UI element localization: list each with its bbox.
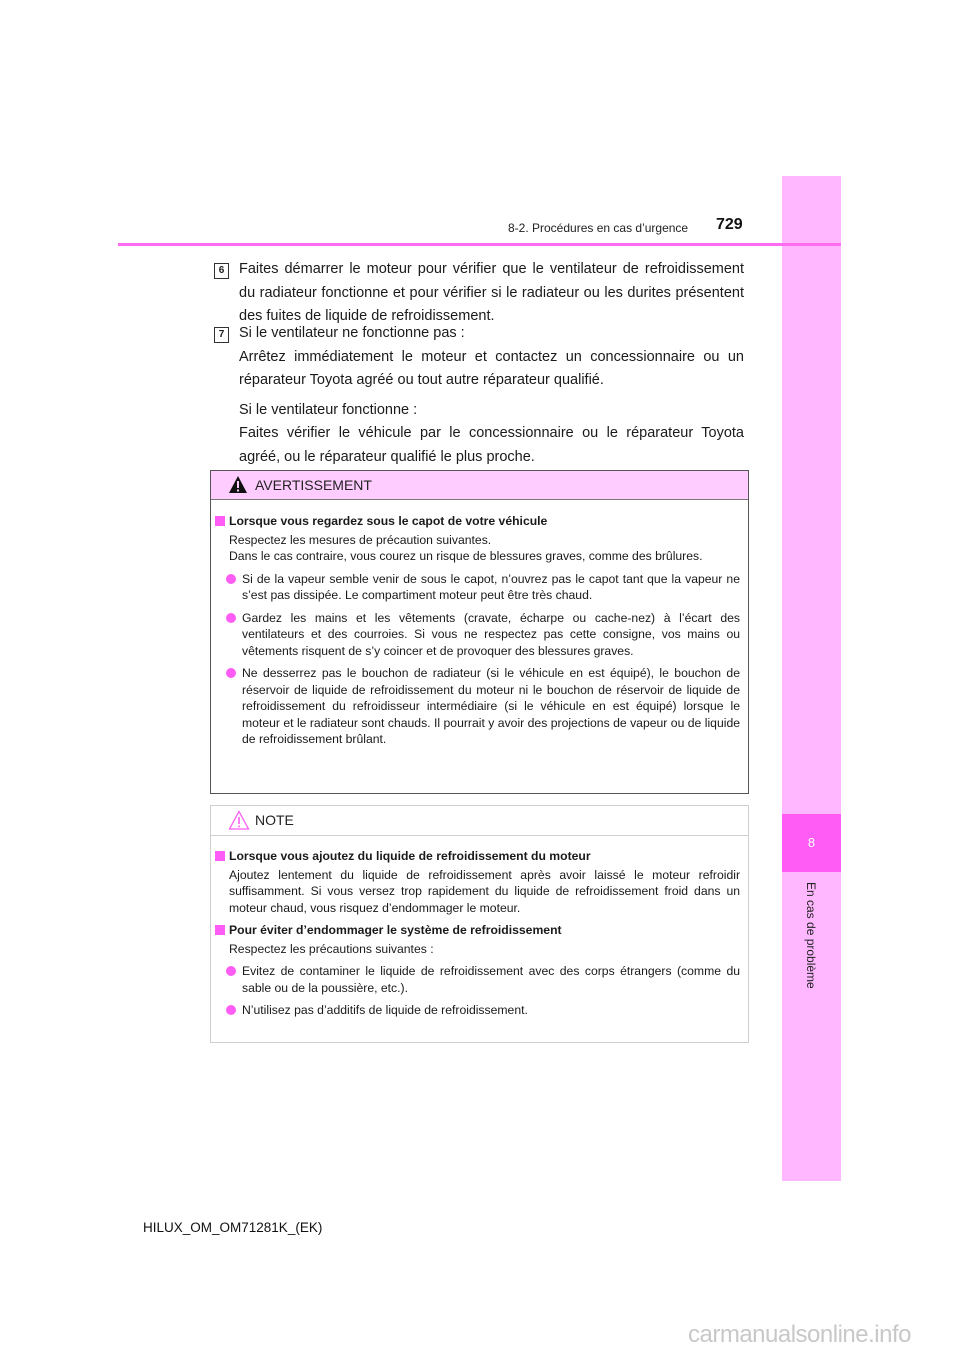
note-box	[210, 805, 749, 1043]
warning-bullet: Ne desserrez pas le bouchon de radiateur (si le véhicule en est équipé), le bouchon de réservoir de liquide de refroidissement du moteur ni le bouchon de réservoir de liquide de refroidissement du refroidisseur intermédiaire (si le véhicule en est équipé) lorsque le moteur et le radiateur sont chauds. Il pourrait y avoir des projections de vapeur ou de liquide de refroidissement brûlant.	[224, 665, 748, 748]
note-bullet: N’utilisez pas d’additifs de liquide de refroidissement.	[224, 1002, 748, 1019]
note-section-title: Pour éviter d’endommager le système de refroidissement	[211, 922, 748, 939]
chapter-label	[782, 882, 841, 1032]
warning-triangle-outline-icon	[228, 810, 250, 835]
step-text: Faites vérifier le véhicule par le concessionnaire ou le réparateur Toyota agréé, ou le réparateur qualifié le plus proche.	[239, 425, 744, 465]
document-code: HILUX_OM_OM71281K_(EK)	[143, 1220, 323, 1235]
warning-bullet: Si de la vapeur semble venir de sous le capot, n’ouvrez pas le capot tant que la vapeur ne s’est pas dissipée. Le compartiment moteur peut être très chaud.	[224, 571, 748, 604]
warning-bullet: Gardez les mains et les vêtements (cravate, écharpe ou cache-nez) à l’écart des ventilateurs et des courroies. Si vous ne respectez pas cette consigne, vos mains ou vêtements risquent de s’y coincer et de provoquer des blessures graves.	[224, 610, 748, 660]
chapter-number-tab: 8	[782, 814, 841, 872]
note-text: Ajoutez lentement du liquide de refroidissement après avoir laissé le moteur refroidir suffisamment. Si vous versez trop rapidement du liquide de refroidissement froid dans un moteur chaud, vous risquez d’endommager le moteur.	[229, 867, 740, 915]
page-number: 729	[716, 216, 743, 233]
step-number-6: 6	[214, 263, 229, 279]
note-section-title: Lorsque vous ajoutez du liquide de refroidissement du moteur	[211, 848, 748, 865]
warning-box	[210, 470, 749, 794]
pink-square-icon	[215, 516, 225, 526]
pink-square-icon	[215, 925, 225, 935]
warning-intro: Respectez les mesures de précaution suivantes.	[229, 532, 492, 547]
chapter-label-text: En cas de problème	[804, 882, 818, 989]
header-divider	[118, 243, 841, 246]
step-number-7: 7	[214, 327, 229, 343]
step-text: Arrêtez immédiatement le moteur et contactez un concessionnaire ou un réparateur Toyota agréé ou tout autre réparateur qualifié.	[239, 348, 744, 388]
pink-dot-icon	[226, 668, 236, 678]
step-text: Faites démarrer le moteur pour vérifier que le ventilateur de refroidissement du radiateur fonctionne et pour vérifier si le radiateur ou les durites présentent des fuites de liquide de refroidissement.	[239, 261, 744, 324]
step-text: Si le ventilateur ne fonctionne pas :	[239, 325, 465, 341]
step-text: Si le ventilateur fonctionne :	[239, 401, 418, 418]
note-text: Respectez les précautions suivantes :	[229, 941, 434, 956]
pink-dot-icon	[226, 574, 236, 584]
warning-intro: Dans le cas contraire, vous courez un risque de blessures graves, comme des brûlures.	[229, 549, 703, 563]
pink-square-icon	[215, 851, 225, 861]
warning-title: AVERTISSEMENT	[255, 477, 372, 493]
step-6	[239, 258, 744, 329]
pink-dot-icon	[226, 966, 236, 976]
note-bullet: Evitez de contaminer le liquide de refroidissement avec des corps étrangers (comme du sable ou de la poussière, etc.).	[224, 963, 748, 996]
warning-header	[211, 471, 748, 500]
note-body	[211, 848, 748, 1019]
section-title: 8-2. Procédures en cas d’urgence	[508, 221, 689, 235]
warning-body	[211, 513, 748, 748]
watermark: carmanualsonline.info	[688, 1321, 911, 1348]
warning-section-title: Lorsque vous regardez sous le capot de votre véhicule	[211, 513, 748, 530]
step-7	[239, 322, 744, 469]
warning-triangle-filled-icon	[228, 475, 248, 499]
note-title: NOTE	[255, 812, 294, 828]
pink-dot-icon	[226, 613, 236, 623]
note-header	[211, 806, 748, 836]
pink-dot-icon	[226, 1005, 236, 1015]
